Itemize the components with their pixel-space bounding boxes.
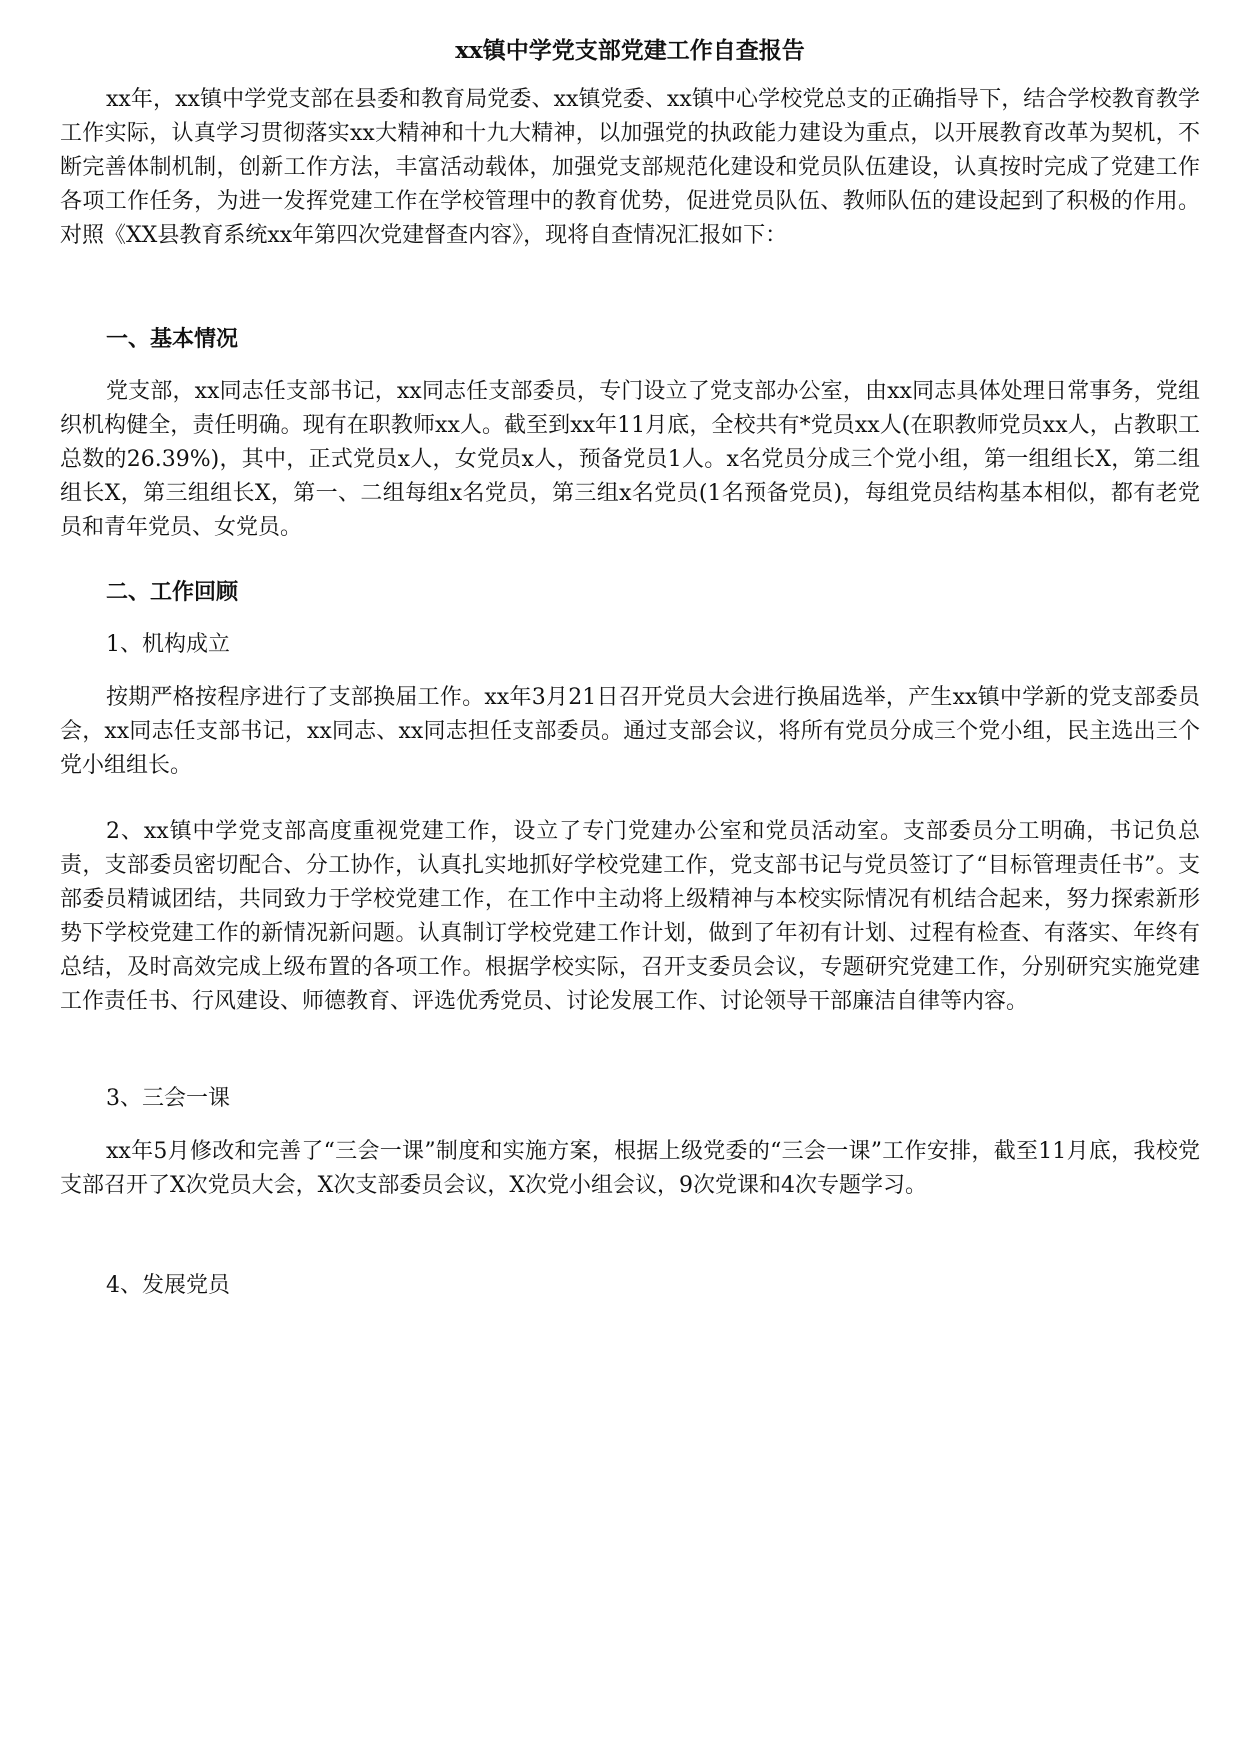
section-heading-basic-situation: 一、基本情况 — [106, 326, 239, 352]
section-heading-work-review: 二、工作回顾 — [106, 579, 239, 605]
subheading-develop-members: 4、发展党员 — [106, 1273, 230, 1298]
subheading-organization: 1、机构成立 — [106, 632, 230, 657]
document-title: xx镇中学党支部党建工作自查报告 — [455, 37, 805, 64]
organization-paragraph: 按期严格按程序进行了支部换届工作。xx年3月21日召开党员大会进行换届选举，产生xx镇中学新的党支部委员会，xx同志任支部书记，xx同志、xx同志担任支部委员。通过支部会议，将所有党员分成三个党小组，民主选出三个党小组组长。 — [60, 685, 1200, 778]
party-branch-work-paragraph: 2、xx镇中学党支部高度重视党建工作，设立了专门党建办公室和党员活动室。支部委员分工明确，书记负总责，支部委员密切配合、分工协作，认真扎实地抓好学校党建工作，党支部书记与党员签订了“目标管理责任书”。支部委员精诚团结，共同致力于学校党建工作，在工作中主动将上级精神与本校实际情况有机结合起来，努力探索新形势下学校党建工作的新情况新问题。认真制订学校党建工作计划，做到了年初有计划、过程有检查、有落实、年终有总结，及时高效完成上级布置的各项工作。根据学校实际，召开支委员会议，专题研究党建工作，分别研究实施党建工作责任书、行风建设、师德教育、评选优秀党员、讨论发展工作、讨论领导干部廉洁自律等内容。 — [60, 819, 1200, 1014]
basic-situation-paragraph: 党支部，xx同志任支部书记，xx同志任支部委员，专门设立了党支部办公室，由xx同志具体处理日常事务，党组织机构健全，责任明确。现有在职教师xx人。截至到xx年11月底，全校共有*党员xx人(在职教师党员xx人，占教职工总数的26.39%)，其中，正式党员x人，女党员x人，预备党员1人。x名党员分成三个党小组，第一组组长X，第二组组长X，第三组组长X，第一、二组每组x名党员，第三组x名党员(1名预备党员)，每组党员结构基本相似，都有老党员和青年党员、女党员。 — [60, 379, 1200, 540]
intro-paragraph: xx年，xx镇中学党支部在县委和教育局党委、xx镇党委、xx镇中心学校党总支的正确指导下，结合学校教育教学工作实际，认真学习贯彻落实xx大精神和十九大精神，以加强党的执政能力建设为重点，以开展教育改革为契机，不断完善体制机制，创新工作方法，丰富活动载体，加强党支部规范化建设和党员队伍建设，认真按时完成了党建工作各项工作任务，为进一发挥党建工作在学校管理中的教育优势，促进党员队伍、教师队伍的建设起到了积极的作用。对照《XX县教育系统xx年第四次党建督查内容》，现将自查情况汇报如下： — [60, 87, 1200, 248]
subheading-three-meetings: 3、三会一课 — [106, 1086, 230, 1111]
three-meetings-paragraph: xx年5月修改和完善了“三会一课”制度和实施方案，根据上级党委的“三会一课”工作安排，截至11月底，我校党支部召开了X次党员大会，X次支部委员会议，X次党小组会议，9次党课和4次专题学习。 — [60, 1139, 1200, 1198]
